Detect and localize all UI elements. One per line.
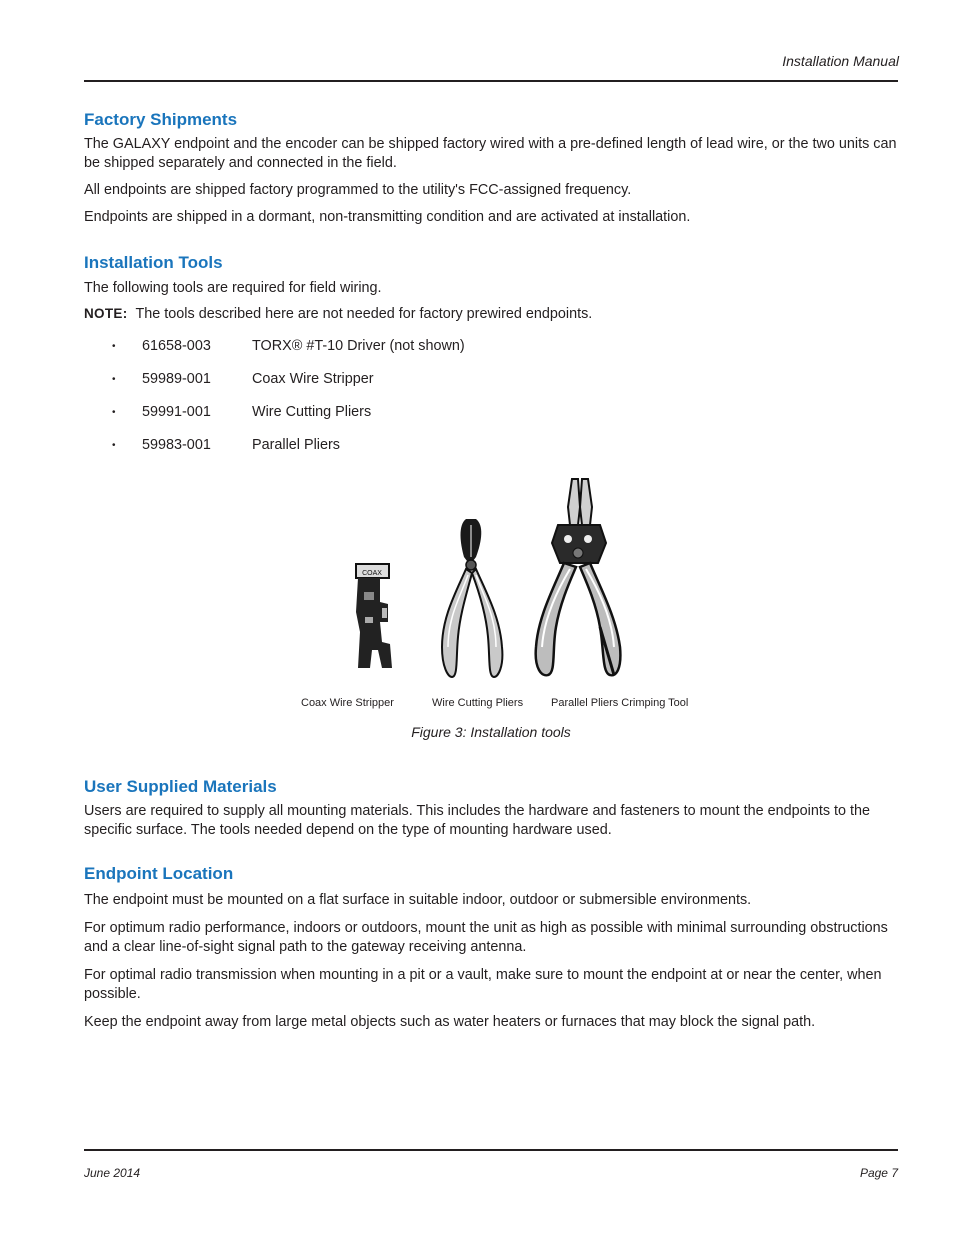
section-heading: Factory Shipments <box>84 110 238 129</box>
list-item <box>84 403 898 436</box>
footer-rule <box>84 1149 898 1151</box>
tool-description: TORX® #T-10 Driver (not shown) <box>252 338 465 354</box>
section-heading: Endpoint Location <box>84 864 234 883</box>
header-rule <box>84 80 898 82</box>
caption-parallel-pliers: Parallel Pliers Crimping Tool <box>551 697 689 709</box>
list-item <box>84 337 898 370</box>
caption-coax-stripper: Coax Wire Stripper <box>301 697 394 709</box>
tool-description: Wire Cutting Pliers <box>252 404 372 420</box>
part-number: 59989-001 <box>142 371 211 387</box>
note <box>84 306 898 322</box>
section-factory-shipments <box>84 108 898 227</box>
paragraph: The GALAXY endpoint and the encoder can be shipped factory wired with a pre-defined length of lead wire, or the two units can be shipped separately and connected in the field. <box>84 136 897 171</box>
tool-description: Parallel Pliers <box>252 437 340 453</box>
section-heading: User Supplied Materials <box>84 777 277 796</box>
header-title: Installation Manual <box>782 53 899 69</box>
bullet: • <box>112 407 116 418</box>
paragraph: Keep the endpoint away from large metal objects such as water heaters or furnaces that may block the signal path. <box>84 1014 816 1030</box>
section-endpoint-location <box>84 862 898 1032</box>
tool-description: Coax Wire Stripper <box>252 371 374 387</box>
note-label: NOTE: <box>84 306 128 321</box>
paragraph: Endpoints are shipped in a dormant, non-transmitting condition and are activated at installation. <box>84 209 691 225</box>
page-content <box>84 108 898 1032</box>
part-number: 59991-001 <box>142 404 211 420</box>
paragraph: The endpoint must be mounted on a flat surface in suitable indoor, outdoor or submersible environments. <box>84 892 752 908</box>
part-number: 61658-003 <box>142 338 211 354</box>
part-number: 59983-001 <box>142 437 211 453</box>
tools-list <box>84 337 898 469</box>
section-installation-tools <box>84 251 898 747</box>
list-item <box>84 370 898 403</box>
bullet: • <box>112 374 116 385</box>
parallel-pliers-image <box>530 477 626 682</box>
footer-date: June 2014 <box>84 1166 141 1180</box>
wire-cutting-pliers-image <box>438 517 508 682</box>
paragraph: Users are required to supply all mounting materials. This includes the hardware and fasteners to mount the endpoints to the specific surface. The tools needed depend on the type of mounting hardware used. <box>84 803 871 838</box>
caption-wire-cutting-pliers: Wire Cutting Pliers <box>432 697 524 709</box>
section-user-supplied-materials <box>84 775 898 840</box>
coax-stripper-image <box>352 562 394 670</box>
page-number: Page 7 <box>859 1166 898 1180</box>
paragraph: For optimum radio performance, indoors or outdoors, mount the unit as high as possible with minimal surrounding obstructions and a clear line-of-sight signal path to the gateway receiving antenna. <box>84 920 888 955</box>
section-heading: Installation Tools <box>84 253 223 272</box>
installation-tools-figure <box>84 477 898 747</box>
figure-title: Figure 3: Installation tools <box>411 724 571 740</box>
bullet: • <box>112 341 116 352</box>
note-text: The tools described here are not needed for factory prewired endpoints. <box>135 306 593 322</box>
stripper-label: COAX <box>362 570 382 577</box>
paragraph: For optimal radio transmission when mounting in a pit or a vault, make sure to mount the endpoint at or near the center, when possible. <box>84 967 882 1002</box>
paragraph: All endpoints are shipped factory programmed to the utility's FCC-assigned frequency. <box>84 182 632 198</box>
bullet: • <box>112 440 116 451</box>
list-item <box>84 436 898 469</box>
paragraph: The following tools are required for field wiring. <box>84 280 382 296</box>
